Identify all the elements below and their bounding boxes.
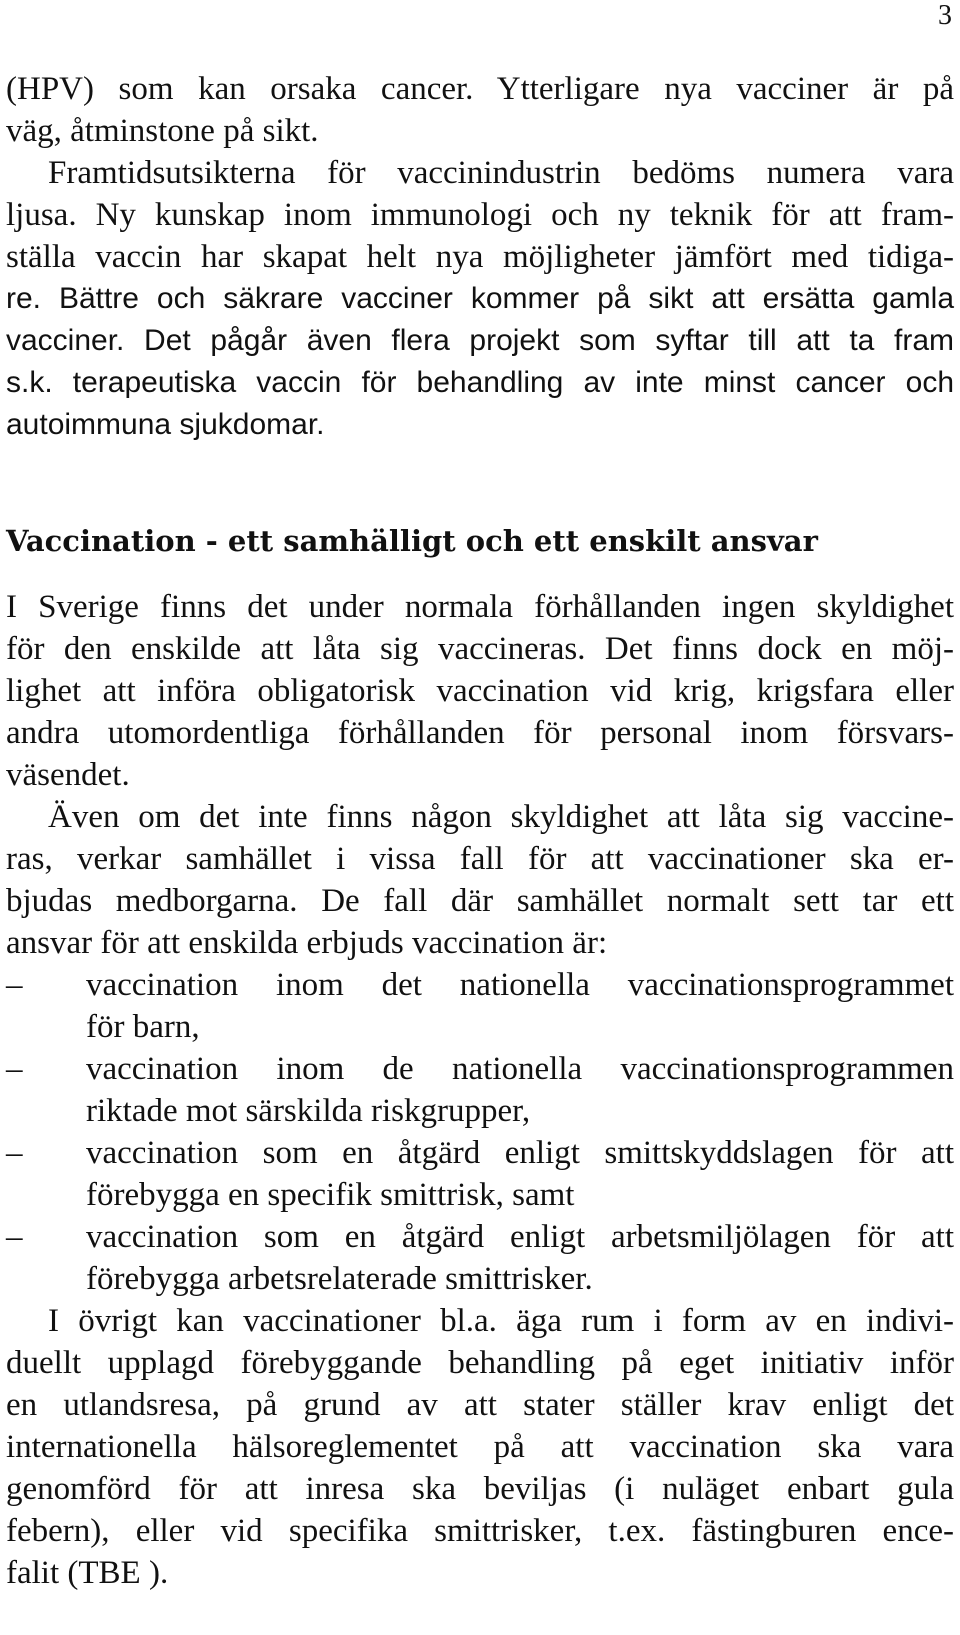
list-item-text: vaccination inom de nationella vaccinationsprogrammen <box>86 1051 954 1087</box>
text-line: väsendet. <box>6 757 130 793</box>
list-item-text: vaccination som en åtgärd enligt smittskyddslagen för att <box>86 1135 954 1171</box>
text-line: ställa vaccin har skapat helt nya möjligheter jämfört med tidiga- <box>6 239 954 275</box>
text-line: febern), eller vid specifika smittrisker, t.ex. fästingburen ence- <box>6 1513 954 1549</box>
list-item-text: riktade mot särskilda riskgrupper, <box>86 1093 531 1129</box>
text-line: internationella hälsoreglementet på att vaccination ska vara <box>6 1429 954 1465</box>
page-number: 3 <box>938 0 952 31</box>
text-line: ansvar för att enskilda erbjuds vaccination är: <box>6 925 608 961</box>
text-line: duellt upplagd förebyggande behandling på eget initiativ inför <box>6 1345 954 1381</box>
text-line: I övrigt kan vaccinationer bl.a. äga rum i form av en indivi- <box>48 1303 954 1339</box>
text-line: ljusa. Ny kunskap inom immunologi och ny teknik för att fram- <box>6 197 954 233</box>
text-line: re. Bättre och säkrare vacciner kommer på sikt att ersätta gamla <box>6 282 954 315</box>
text-line: andra utomordentliga förhållanden för personal inom försvars- <box>6 715 954 751</box>
section-heading: Vaccination - ett samhälligt och ett enskilt ansvar <box>6 524 818 558</box>
text-line: bjudas medborgarna. De fall där samhället normalt sett tar ett <box>6 883 954 919</box>
list-item-text: förebygga arbetsrelaterade smittrisker. <box>86 1261 593 1297</box>
text-line: väg, åtminstone på sikt. <box>6 113 319 149</box>
dash-bullet-icon: – <box>6 1135 23 1171</box>
dash-bullet-icon: – <box>6 967 23 1003</box>
text-line: för den enskilde att låta sig vaccineras. Det finns dock en möj- <box>6 631 954 667</box>
text-line: Framtidsutsikterna för vaccinindustrin bedöms numera vara <box>48 155 954 191</box>
text-line: ras, verkar samhället i vissa fall för att vaccinationer ska er- <box>6 841 954 877</box>
list-item-text: vaccination inom det nationella vaccinationsprogrammet <box>86 967 954 1003</box>
text-line: (HPV) som kan orsaka cancer. Ytterligare nya vacciner är på <box>6 71 954 107</box>
dash-bullet-icon: – <box>6 1219 23 1255</box>
text-line: s.k. terapeutiska vaccin för behandling av inte minst cancer och <box>6 366 954 399</box>
text-line: lighet att införa obligatorisk vaccination vid krig, krigsfara eller <box>6 673 954 709</box>
text-line: autoimmuna sjukdomar. <box>6 408 325 441</box>
list-item-text: för barn, <box>86 1009 200 1045</box>
text-line: I Sverige finns det under normala förhållanden ingen skyldighet <box>6 589 954 625</box>
list-item-text: förebygga en specifik smittrisk, samt <box>86 1177 575 1213</box>
text-line: Även om det inte finns någon skyldighet att låta sig vaccine- <box>48 799 954 835</box>
text-line: genomförd för att inresa ska beviljas (i nuläget enbart gula <box>6 1471 954 1507</box>
text-line: vacciner. Det pågår även flera projekt som syftar till att ta fram <box>6 324 954 357</box>
text-line: en utlandsresa, på grund av att stater ställer krav enligt det <box>6 1387 954 1423</box>
dash-bullet-icon: – <box>6 1051 23 1087</box>
text-line: falit (TBE ). <box>6 1555 169 1591</box>
list-item-text: vaccination som en åtgärd enligt arbetsmiljölagen för att <box>86 1219 954 1255</box>
